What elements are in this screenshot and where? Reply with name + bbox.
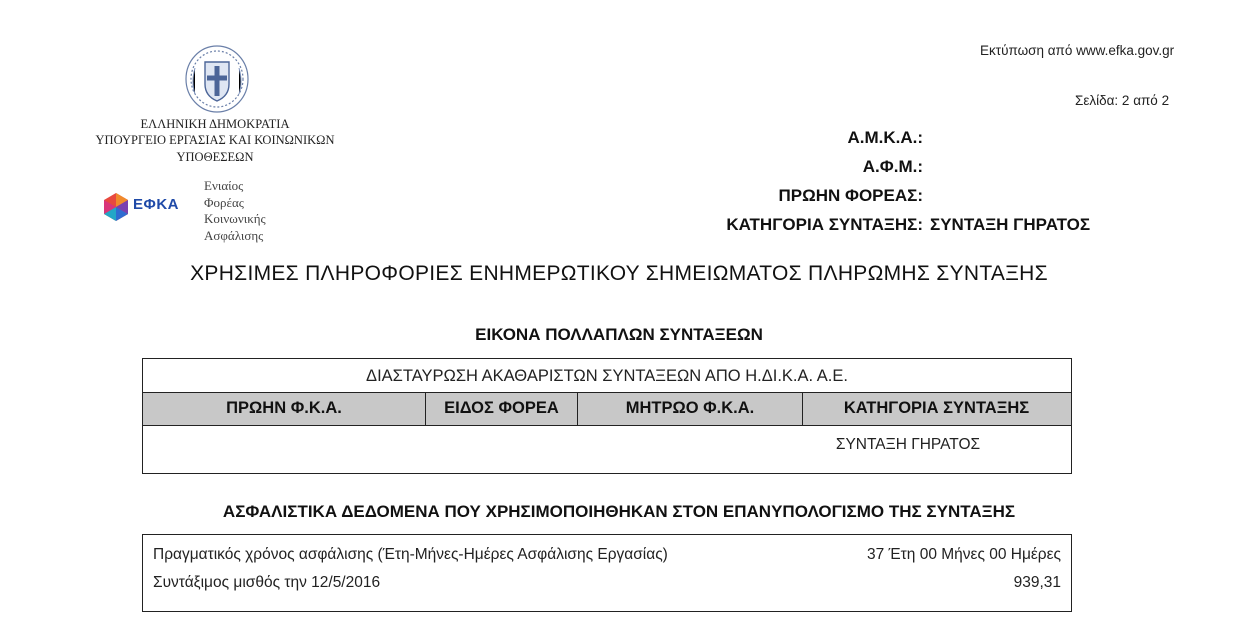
pension-category-value: ΣΥΝΤΑΞΗ ΓΗΡΑΤΟΣ [930, 215, 1091, 234]
table-cell: ΣΥΝΤΑΞΗ ΓΗΡΑΤΟΣ [835, 436, 981, 453]
efka-acronym: ΕΦΚΑ [133, 196, 179, 213]
table-header-row [143, 393, 1071, 426]
insurance-data-table [142, 534, 1072, 612]
row-label: Πραγματικός χρόνος ασφάλισης (Έτη-Μήνες-Ημέρες Ασφάλισης Εργασίας) [153, 546, 668, 563]
table-cell [143, 426, 426, 472]
table-caption: ΔΙΑΣΤΑΥΡΩΣΗ ΑΚΑΘΑΡΙΣΤΩΝ ΣΥΝΤΑΞΕΩΝ ΑΠΟ Η.ΔΙ.Κ.Α. Α.Ε. [143, 359, 1071, 393]
amka-label: Α.Μ.Κ.Α.: [847, 128, 923, 147]
printed-from: Εκτύπωση από www.efka.gov.gr [980, 43, 1175, 58]
efka-description [204, 178, 266, 244]
former-body-label: ΠΡΩΗΝ ΦΟΡΕΑΣ: [778, 186, 923, 205]
gov-line-1: ΕΛΛΗΝΙΚΗ ΔΗΜΟΚΡΑΤΙΑ [140, 117, 290, 131]
gov-line-3: ΥΠΟΘΕΣΕΩΝ [176, 150, 254, 164]
gov-line-2: ΥΠΟΥΡΓΕΙΟ ΕΡΓΑΣΙΑΣ ΚΑΙ ΚΟΙΝΩΝΙΚΩΝ [95, 133, 335, 147]
efka-desc-line: Ενιαίος [204, 178, 244, 193]
efka-logo-icon [101, 192, 131, 222]
table-cell [426, 426, 578, 472]
row-value: 939,31 [1013, 574, 1061, 591]
column-header: ΜΗΤΡΩΟ Φ.Κ.Α. [578, 393, 803, 425]
table-row [153, 570, 1061, 596]
efka-desc-line: Κοινωνικής [204, 211, 266, 226]
afm-label: Α.Φ.Μ.: [862, 157, 923, 176]
column-header: ΠΡΩΗΝ Φ.Κ.Α. [143, 393, 426, 425]
efka-desc-line: Ασφάλισης [204, 227, 264, 243]
greek-state-emblem-icon [183, 44, 251, 114]
multiple-pensions-title: ΕΙΚΟΝΑ ΠΟΛΛΑΠΛΩΝ ΣΥΝΤΑΞΕΩΝ [475, 325, 763, 344]
page-number: Σελίδα: 2 από 2 [1075, 93, 1170, 108]
efka-desc-line: Φορέας [204, 194, 244, 210]
row-value: 37 Έτη 00 Μήνες 00 Ημέρες [866, 546, 1061, 563]
table-row [153, 542, 1061, 568]
row-label: Συντάξιμος μισθός την 12/5/2016 [153, 574, 381, 591]
table-row [143, 426, 1071, 472]
column-header: ΕΙΔΟΣ ΦΟΡΕΑ [426, 393, 578, 425]
table-cell [578, 426, 803, 472]
pension-category-label: ΚΑΤΗΓΟΡΙΑ ΣΥΝΤΑΞΗΣ: [726, 215, 923, 234]
column-header: ΚΑΤΗΓΟΡΙΑ ΣΥΝΤΑΞΗΣ [843, 399, 1030, 417]
insurance-data-title: ΑΣΦΑΛΙΣΤΙΚΑ ΔΕΔΟΜΕΝΑ ΠΟΥ ΧΡΗΣΙΜΟΠΟΙΗΘΗΚΑΝ ΣΤΟΝ ΕΠΑΝΥΠΟΛΟΓΙΣΜΟ ΤΗΣ ΣΥΝΤΑΞΗΣ [222, 502, 1016, 521]
page-title: ΧΡΗΣΙΜΕΣ ΠΛΗΡΟΦΟΡΙΕΣ ΕΝΗΜΕΡΩΤΙΚΟΥ ΣΗΜΕΙΩΜΑΤΟΣ ΠΛΗΡΩΜΗΣ ΣΥΝΤΑΞΗΣ [190, 262, 1048, 285]
multiple-pensions-table [142, 358, 1072, 474]
